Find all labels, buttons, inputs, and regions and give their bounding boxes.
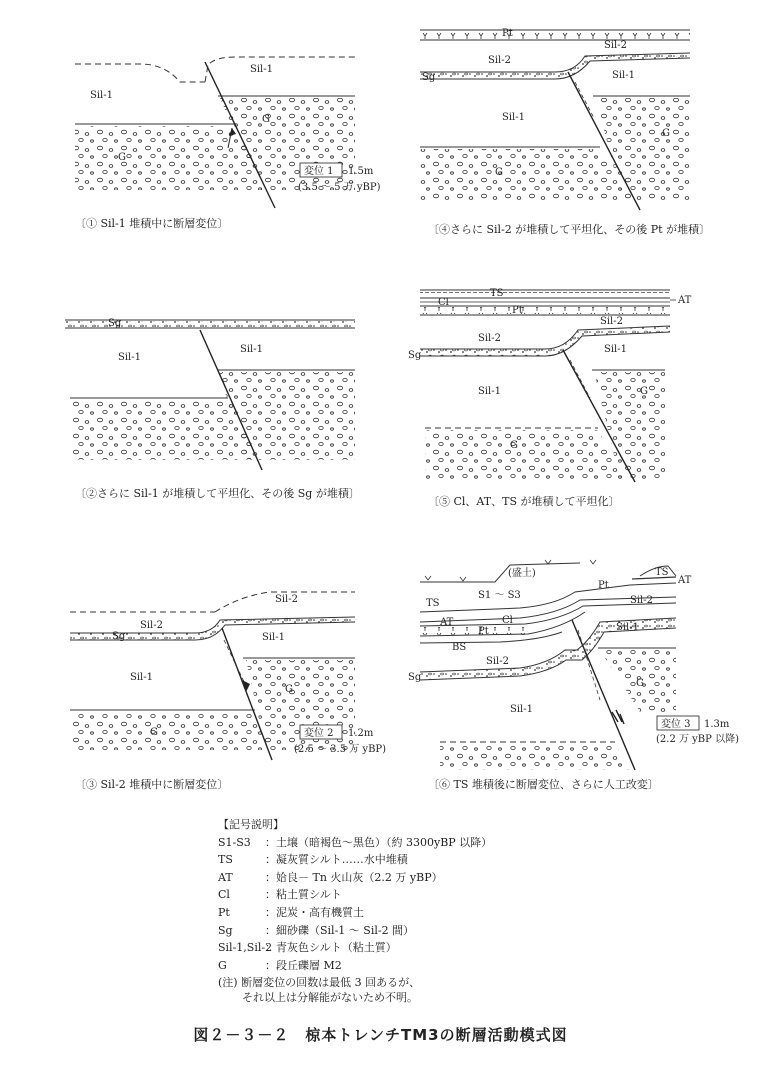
- legend-row: [218, 886, 492, 904]
- label-g-right: G: [636, 678, 644, 689]
- label-sg: Sg: [408, 672, 422, 683]
- legend-desc: ：青灰色シルト（粘土質）: [265, 941, 397, 955]
- label-pt: Pt: [598, 580, 609, 591]
- legend-key: Pt: [218, 905, 230, 919]
- legend-key: S1-S3: [218, 835, 251, 849]
- legend-row: [218, 869, 492, 887]
- label-pt: Pt: [502, 28, 513, 39]
- label-sil2-mid: Sil-2: [140, 620, 163, 631]
- label-sil1-right: Sil-1: [616, 622, 639, 633]
- label-sil2-mid: Sil-2: [486, 656, 509, 667]
- label-sil1-right: Sil-1: [250, 64, 273, 75]
- legend-desc: ：凝灰質シルト……水中堆積: [265, 853, 408, 867]
- label-g-right: G: [285, 684, 293, 695]
- note-line-1: (注) 断層変位の回数は最低 3 回あるが、: [218, 976, 421, 989]
- legend-desc: ：段丘礫層 M2: [265, 958, 342, 972]
- displacement-3-age: (2.2 万 yBP 以降): [656, 734, 739, 745]
- displacement-1-amount: 1.5m: [348, 166, 374, 177]
- panel-4-caption: 〔④さらに Sil-2 が堆積して平坦化、その後 Pt が堆積〕: [428, 223, 711, 236]
- label-g-left: G: [510, 440, 518, 451]
- label-pt-left: Pt: [478, 626, 489, 637]
- legend-row: [218, 922, 492, 940]
- panel-3: [70, 592, 386, 791]
- panel-1-caption: 〔① Sil-1 堆積中に断層変位〕: [75, 217, 229, 230]
- legend-key: Cl: [218, 888, 230, 902]
- label-sil1-right: Sil-1: [240, 344, 263, 355]
- label-pt: Pt: [512, 305, 523, 316]
- label-ts: TS: [490, 288, 504, 299]
- legend-row: [218, 939, 492, 957]
- legend-desc: ：細砂礫（Sil-1 ～ Sil-2 間）: [265, 923, 415, 937]
- label-fill: (盛土): [508, 568, 536, 579]
- label-sil2-mid: Sil-2: [478, 333, 501, 344]
- label-g-right: G: [262, 114, 270, 125]
- label-sil2-right: Sil-2: [600, 316, 623, 327]
- label-sg: Sg: [408, 350, 422, 361]
- panel-4: [420, 28, 710, 236]
- label-s1s3: S1 ～ S3: [478, 590, 521, 601]
- label-bs: BS: [452, 642, 467, 653]
- legend-key: Sg: [218, 923, 233, 937]
- label-sg: Sg: [108, 318, 122, 329]
- legend-desc: ：泥炭・高有機質土: [265, 905, 364, 919]
- legend-desc: ：土壌（暗褐色～黒色）（約 3300yBP 以降）: [265, 835, 493, 849]
- panel-6-caption: 〔⑥ TS 堆積後に断層変位、さらに人工改変〕: [428, 778, 659, 791]
- label-sil1-right: Sil-1: [604, 344, 627, 355]
- symbol-legend: [218, 816, 492, 974]
- label-sg: Sg: [112, 631, 126, 642]
- label-sil1-left: Sil-1: [478, 386, 501, 397]
- panel-3-caption: 〔③ Sil-2 堆積中に断層変位〕: [75, 778, 229, 791]
- label-g-left: G: [495, 167, 503, 178]
- label-sil2-right: Sil-2: [275, 594, 298, 605]
- displacement-2-label: 変位 2: [304, 728, 334, 739]
- label-sil1-left: Sil-1: [90, 90, 113, 101]
- panel-5: [408, 288, 692, 508]
- figure-title: 図２－３－２ 椋本トレンチTM3の断層活動模式図: [193, 1026, 568, 1044]
- panel-1: [75, 57, 381, 230]
- legend-desc: ：粘土質シルト: [265, 888, 342, 902]
- legend-row: [218, 834, 492, 852]
- label-at: AT: [678, 295, 692, 306]
- legend-key: Sil-1,Sil-2: [218, 941, 273, 955]
- displacement-1-age: (3.5 ～ 5 万 yBP): [298, 182, 381, 193]
- label-g-right: G: [640, 386, 648, 397]
- legend-desc: ：姶良－ Tn 火山灰（2.2 万 yBP）: [265, 870, 443, 884]
- label-sil2-right: Sil-2: [630, 595, 653, 606]
- panel-2-caption: 〔②さらに Sil-1 が堆積して平坦化、その後 Sg が堆積〕: [75, 487, 360, 500]
- panel-2: [65, 318, 360, 500]
- label-g-right: G: [662, 128, 670, 139]
- legend-key: TS: [218, 853, 233, 867]
- label-sil1-left: Sil-1: [118, 352, 141, 363]
- label-cl: Cl: [502, 615, 513, 626]
- label-ts-right: TS: [655, 567, 669, 578]
- legend-key: G: [218, 958, 227, 972]
- label-sil1-left: Sil-1: [510, 704, 533, 715]
- label-at-right: AT: [678, 575, 692, 586]
- note-line-2: それ以上は分解能がないため不明。: [242, 991, 418, 1004]
- label-ts-left: TS: [426, 598, 440, 609]
- displacement-3-amount: 1.3m: [704, 719, 730, 730]
- panel-5-caption: 〔⑤ Cl、AT、TS が堆積して平坦化〕: [428, 495, 620, 508]
- note: [218, 975, 420, 1005]
- label-sil2-right: Sil-2: [604, 40, 627, 51]
- legend-heading: 【記号説明】: [218, 818, 284, 831]
- legend-row: [218, 904, 492, 922]
- label-sil1-right: Sil-1: [612, 70, 635, 81]
- panel-6: [408, 560, 739, 791]
- label-sil1-left: Sil-1: [502, 112, 525, 123]
- label-g-left: G: [118, 152, 126, 163]
- displacement-3-label: 変位 3: [661, 719, 691, 730]
- legend-row: [218, 957, 492, 975]
- label-sg: Sg: [422, 72, 436, 83]
- legend-row: [218, 851, 492, 869]
- displacement-1-label: 変位 1: [304, 166, 334, 177]
- label-at-left: AT: [440, 617, 454, 628]
- label-g-left: G: [150, 727, 158, 738]
- label-sil2-mid: Sil-2: [488, 55, 511, 66]
- displacement-2-age: (2.5 ～ 3.5 万 yBP): [294, 744, 387, 755]
- displacement-2-amount: 1.2m: [348, 728, 374, 739]
- label-sil1-left: Sil-1: [130, 672, 153, 683]
- legend-key: AT: [218, 870, 233, 884]
- label-sil1-right: Sil-1: [262, 632, 285, 643]
- label-cl: Cl: [438, 297, 449, 308]
